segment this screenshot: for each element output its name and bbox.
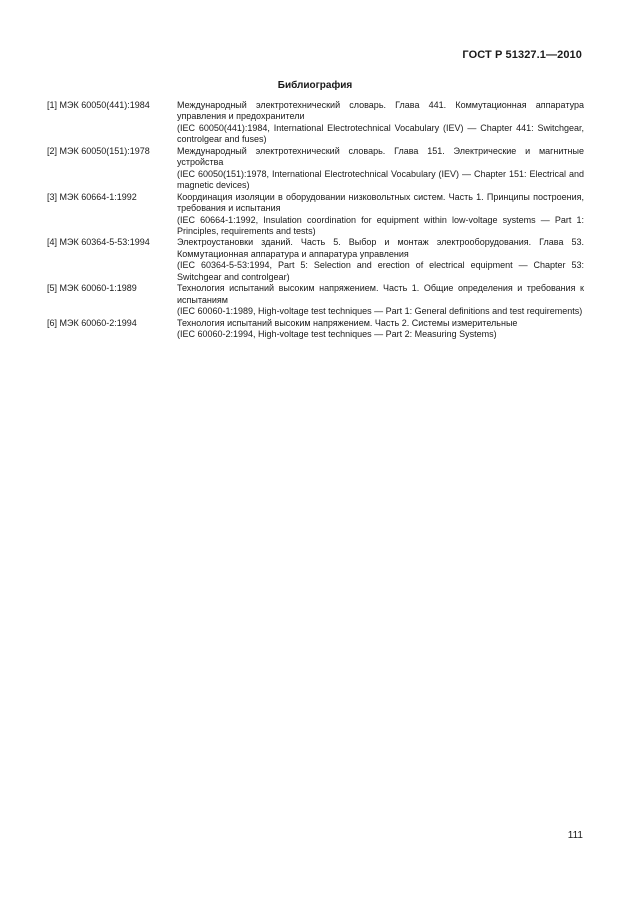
bibliography-entry xyxy=(47,283,584,317)
bibliography-entry xyxy=(47,318,584,341)
document-code: ГОСТ Р 51327.1—2010 xyxy=(462,49,582,61)
page-title: Библиография xyxy=(277,80,353,91)
entry-reference: [2] МЭК 60050(151):1978 xyxy=(47,145,150,156)
entry-reference: [1] МЭК 60050(441):1984 xyxy=(47,100,150,110)
page-number: 111 xyxy=(567,830,583,841)
entry-description xyxy=(177,192,584,238)
entry-title-ru: Международный электротехнический словарь. Глава 441. Коммутационная аппаратура управления и предохранители xyxy=(177,100,584,122)
entry-title-ru: Технология испытаний высоким напряжением. Часть 2. Системы измерительные xyxy=(177,317,518,328)
entry-title-en: (IEC 60060-1:1989, High-voltage test techniques — Part 1: General definitions and test requirements) xyxy=(177,306,583,317)
entry-title-ru: Технология испытаний высоким напряжением. Часть 1. Общие определения и требования к испытаниям xyxy=(177,283,584,305)
bibliography-entry xyxy=(47,100,584,146)
entry-reference: [4] МЭК 60364-5-53:1994 xyxy=(47,237,150,248)
entry-title-en: (IEC 60060-2:1994, High-voltage test techniques — Part 2: Measuring Systems) xyxy=(177,329,497,340)
entry-title-en: (IEC 60050(151):1978, International Electrotechnical Vocabulary (IEV) — Chapter 151: Electrical and magnetic devices) xyxy=(177,168,584,191)
entry-title-en: (IEC 60664-1:1992, Insulation coordination for equipment within low-voltage systems — Part 1: Principles, requirements and tests) xyxy=(177,214,584,236)
entry-reference: [5] МЭК 60060-1:1989 xyxy=(47,283,137,294)
entry-description xyxy=(177,146,584,192)
entry-title-ru: Электроустановки зданий. Часть 5. Выбор и монтаж электрооборудования. Глава 53. Коммутационная аппаратура и аппаратура управления xyxy=(177,237,584,259)
entry-description xyxy=(177,318,584,341)
bibliography-list xyxy=(47,100,584,341)
entry-description xyxy=(177,237,584,283)
entry-title-en: (IEC 60364-5-53:1994, Part 5: Selection and erection of electrical equipment — Chapter 53: Switchgear and controlgear) xyxy=(177,260,584,282)
entry-title-en: (IEC 60050(441):1984, International Electrotechnical Vocabulary (IEV) — Chapter 441: Switchgear, controlgear and fuses) xyxy=(177,122,584,145)
entry-description xyxy=(177,100,584,146)
bibliography-entry xyxy=(47,237,584,283)
bibliography-entry xyxy=(47,146,584,192)
bibliography-entry xyxy=(47,192,584,238)
entry-reference: [6] МЭК 60060-2:1994 xyxy=(47,317,137,328)
entry-description xyxy=(177,283,584,317)
entry-reference: [3] МЭК 60664-1:1992 xyxy=(47,191,137,202)
entry-title-ru: Международный электротехнический словарь. Глава 151. Электрические и магнитные устройства xyxy=(177,145,584,168)
entry-title-ru: Координация изоляции в оборудовании низковольтных систем. Часть 1. Принципы построения, требования и испытания xyxy=(177,191,584,214)
